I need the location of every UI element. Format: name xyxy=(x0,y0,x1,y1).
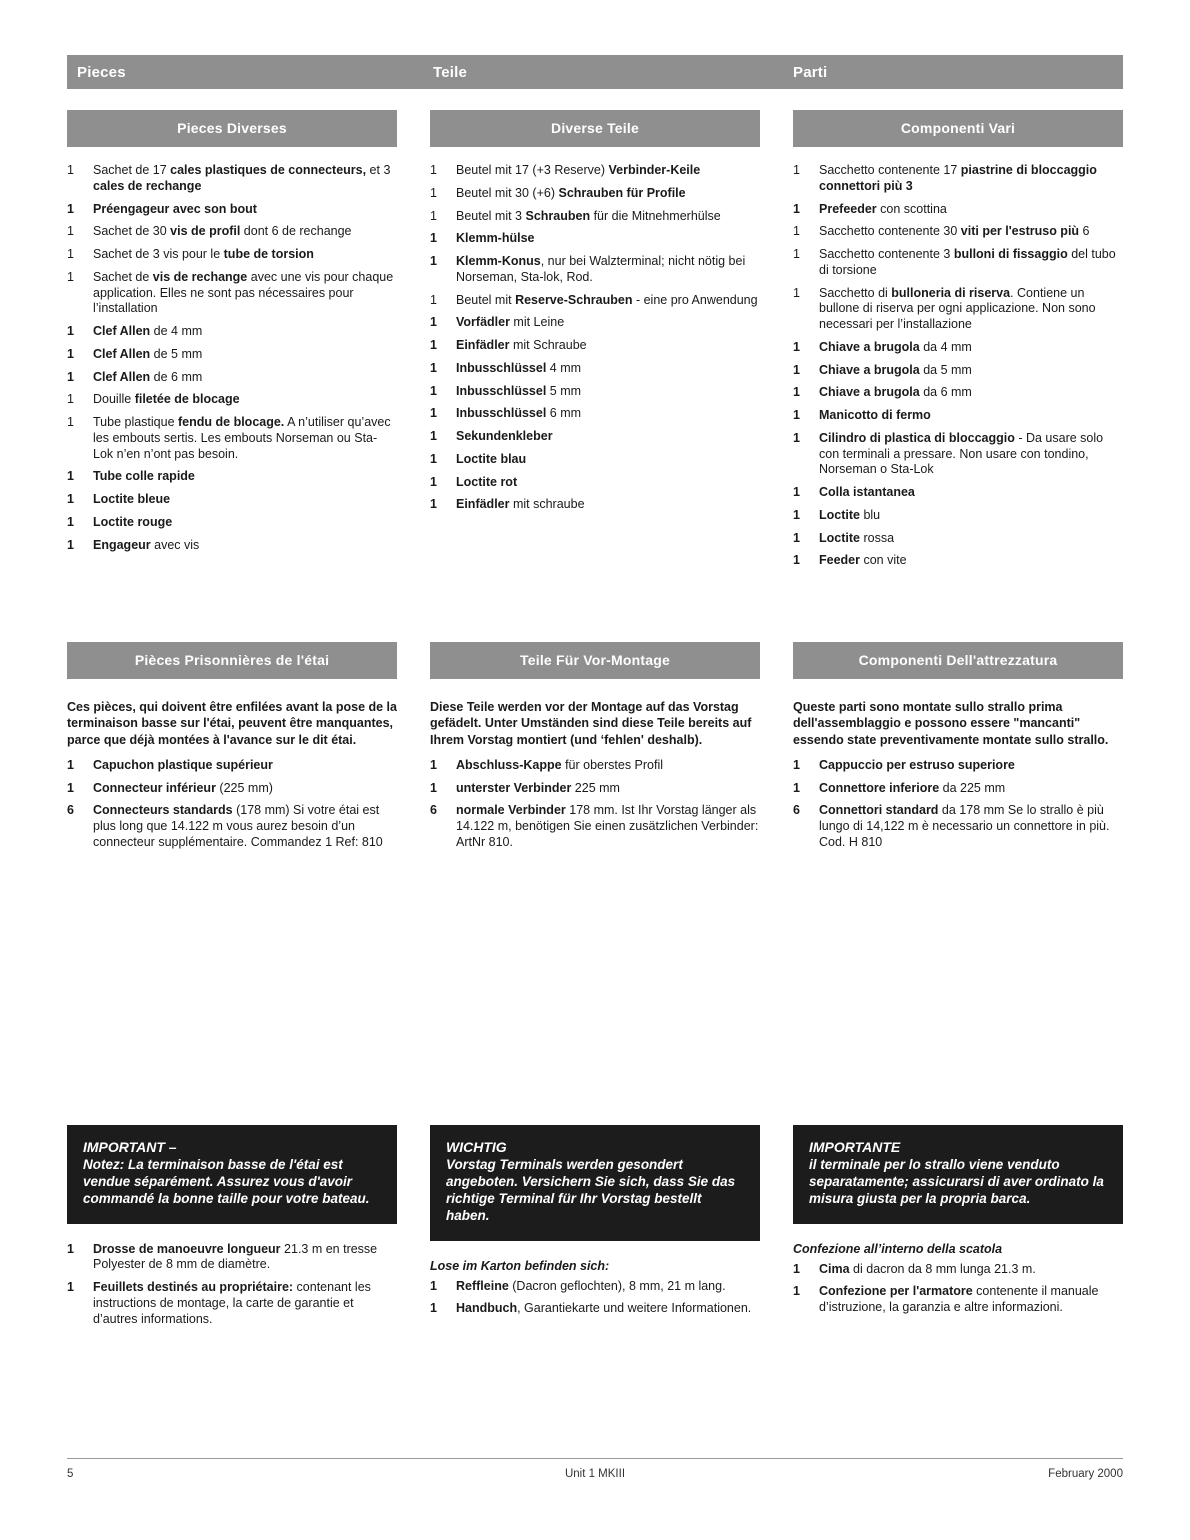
list-item xyxy=(430,758,760,774)
list-item xyxy=(67,202,397,218)
item-quantity: 1 xyxy=(793,485,800,499)
item-quantity: 1 xyxy=(430,208,437,223)
item-text: Einfädler mit Schraube xyxy=(456,338,587,352)
item-quantity: 1 xyxy=(430,185,437,200)
column-french-notice xyxy=(67,1125,397,1334)
list-item xyxy=(793,163,1123,195)
list-misc-fr xyxy=(67,163,397,553)
list-item xyxy=(793,553,1123,569)
list-item xyxy=(430,338,760,354)
list-item xyxy=(67,163,397,195)
item-quantity: 1 xyxy=(430,474,437,489)
list-item xyxy=(793,340,1123,356)
important-title-de: WICHTIG xyxy=(446,1139,507,1155)
item-quantity: 1 xyxy=(430,406,437,421)
item-quantity: 1 xyxy=(67,369,74,384)
item-quantity: 1 xyxy=(793,553,800,568)
item-quantity: 1 xyxy=(793,1284,800,1299)
item-quantity: 1 xyxy=(430,163,437,177)
item-text: Cappuccio per estruso superiore xyxy=(819,757,1015,772)
footer-divider xyxy=(67,1458,1123,1459)
list-item xyxy=(430,186,760,202)
item-quantity: 1 xyxy=(793,385,800,400)
item-text: normale Verbinder 178 mm. Ist Ihr Vorstag länger als 14.122 m, benötigen Sie einen zusätzlichen Verbinder: ArtNr 810. xyxy=(456,803,759,849)
list-item xyxy=(430,384,760,400)
list-prefitted-fr xyxy=(67,758,397,851)
section-heading-prefitted-de: Teile Für Vor-Montage xyxy=(430,642,760,679)
list-item xyxy=(430,475,760,491)
item-text: Loctite blu xyxy=(819,507,881,522)
list-item xyxy=(430,163,760,179)
item-text: Feuillets destinés au propriétaire: contenant les instructions de montage, la carte de garantie et d’autres informations. xyxy=(93,1280,371,1326)
item-text: Abschluss-Kappe für oberstes Profil xyxy=(456,757,664,772)
item-quantity: 1 xyxy=(67,780,74,795)
column-italian-notice xyxy=(793,1125,1123,1334)
section-heading-misc-de: Diverse Teile xyxy=(430,110,760,147)
item-text: Vorfädler mit Leine xyxy=(456,315,565,330)
column-german-notice xyxy=(430,1125,760,1334)
section-heading-misc-fr: Pieces Diverses xyxy=(67,110,397,147)
item-quantity: 1 xyxy=(430,497,437,512)
item-text: Chiave a brugola da 5 mm xyxy=(819,362,972,377)
item-text: Connecteur inférieur (225 mm) xyxy=(93,780,273,795)
important-body-de: Vorstag Terminals werden gesondert angeboten. Versichern Sie sich, dass Sie das richtige Terminal für Ihr Vorstag bestellt haben. xyxy=(446,1157,736,1223)
item-quantity: 1 xyxy=(793,780,800,795)
list-item xyxy=(793,485,1123,501)
item-text: Préengageur avec son bout xyxy=(93,201,257,216)
item-text: Beutel mit Reserve-Schrauben - eine pro Anwendung xyxy=(456,292,758,307)
list-item xyxy=(67,347,397,363)
item-quantity: 1 xyxy=(430,360,437,375)
list-item xyxy=(67,247,397,263)
item-text: Tube plastique fendu de blocage. A n’utiliser qu’avec les embouts sertis. Les embouts Norseman ou Sta-Lok n’en n’ont pas besoin. xyxy=(93,415,391,461)
item-text: Loctite bleue xyxy=(93,492,171,506)
item-text: Loctite rossa xyxy=(819,530,895,545)
list-item xyxy=(430,361,760,377)
item-text: Klemm-hülse xyxy=(456,231,535,246)
item-quantity: 6 xyxy=(430,803,437,818)
list-item xyxy=(67,370,397,386)
list-item xyxy=(793,247,1123,279)
item-quantity: 1 xyxy=(793,201,800,216)
item-text: Loctite rot xyxy=(456,474,518,489)
list-misc-de xyxy=(430,163,760,513)
footer-title: Unit 1 MKIII xyxy=(564,1468,626,1480)
important-box-fr xyxy=(67,1125,397,1224)
item-text: Cilindro di plastica di bloccaggio - Da usare solo con terminali a pressare. Non usare con tondino, Norseman o Sta-Lok xyxy=(819,430,1104,477)
item-quantity: 1 xyxy=(430,429,437,443)
notice-note-it: Confezione all’interno della scatola xyxy=(793,1241,1003,1256)
list-item xyxy=(430,1301,760,1317)
item-quantity: 1 xyxy=(793,530,800,545)
item-quantity: 1 xyxy=(67,492,74,506)
list-item xyxy=(793,758,1123,774)
item-text: Douille filetée de blocage xyxy=(93,392,240,407)
list-item xyxy=(793,1262,1123,1278)
section-intro-de: Diese Teile werden vor der Montage auf das Vorstag gefädelt. Unter Umständen sind diese Teile bereits auf Ihrem Vorstag montiert (und ‘fehlen' deshalb). xyxy=(430,700,752,747)
list-item xyxy=(67,224,397,240)
list-item xyxy=(430,406,760,422)
important-body-it: il terminale per lo strallo viene venduto separatamente; assicurarsi di aver ordinato la misura giusta per la propria barca. xyxy=(809,1157,1104,1206)
language-label-german: Teile xyxy=(433,63,468,81)
item-text: Drosse de manoeuvre longueur 21.3 m en tresse Polyester de 8 mm de diamètre. xyxy=(93,1241,378,1272)
item-quantity: 1 xyxy=(430,383,437,398)
list-item xyxy=(430,209,760,225)
list-item xyxy=(793,431,1123,478)
list-item xyxy=(67,781,397,797)
section-heading-misc-it: Componenti Vari xyxy=(793,110,1123,147)
column-italian-prefitted xyxy=(793,642,1123,858)
list-item xyxy=(793,508,1123,524)
language-label-italian: Parti xyxy=(793,63,828,81)
list-item xyxy=(430,497,760,513)
item-quantity: 1 xyxy=(430,757,437,772)
item-quantity: 1 xyxy=(793,408,800,422)
item-text: Inbusschlüssel 6 mm xyxy=(456,406,582,421)
item-quantity: 1 xyxy=(430,292,437,307)
item-text: Manicotto di fermo xyxy=(819,408,931,422)
item-text: unterster Verbinder 225 mm xyxy=(456,780,620,795)
item-quantity: 1 xyxy=(67,224,74,239)
list-item xyxy=(793,286,1123,333)
item-text: Clef Allen de 6 mm xyxy=(93,369,203,384)
item-quantity: 1 xyxy=(67,1241,74,1256)
item-text: Reffleine (Dacron geflochten), 8 mm, 21 m lang. xyxy=(456,1278,726,1293)
item-text: Einfädler mit schraube xyxy=(456,497,585,512)
item-text: Klemm-Konus, nur bei Walzterminal; nicht nötig bei Norseman, Sta-lok, Rod. xyxy=(456,254,746,284)
list-item xyxy=(430,429,760,445)
column-german xyxy=(430,110,760,576)
item-text: Connettore inferiore da 225 mm xyxy=(819,780,1006,795)
item-quantity: 1 xyxy=(67,201,74,216)
item-quantity: 1 xyxy=(67,269,74,284)
list-item xyxy=(430,293,760,309)
item-quantity: 1 xyxy=(430,1278,437,1293)
item-text: Loctite rouge xyxy=(93,514,173,529)
item-text: Sachet de 30 vis de profil dont 6 de rechange xyxy=(93,224,352,239)
item-text: Handbuch, Garantiekarte und weitere Informationen. xyxy=(456,1301,752,1316)
list-item xyxy=(67,803,397,850)
item-quantity: 1 xyxy=(67,415,74,429)
list-item xyxy=(793,202,1123,218)
item-text: Sekundenkleber xyxy=(456,429,553,443)
item-text: Sacchetto contenente 30 viti per l'estruso più 6 xyxy=(819,224,1090,239)
item-quantity: 1 xyxy=(67,1280,74,1295)
item-quantity: 1 xyxy=(793,163,800,177)
item-quantity: 1 xyxy=(430,315,437,330)
item-quantity: 1 xyxy=(67,324,74,338)
list-misc-it xyxy=(793,163,1123,569)
item-quantity: 1 xyxy=(67,163,74,177)
section-heading-prefitted-it: Componenti Dell'attrezzatura xyxy=(793,642,1123,679)
item-quantity: 1 xyxy=(67,247,74,261)
item-quantity: 1 xyxy=(793,430,800,445)
item-text: Chiave a brugola da 4 mm xyxy=(819,339,972,354)
column-french xyxy=(67,110,397,576)
section-intro-it: Queste parti sono montate sullo strallo prima dell'assemblaggio e possono essere "mancanti" essendo state preventivamente montate sullo strallo. xyxy=(793,700,1109,747)
item-text: Beutel mit 3 Schrauben für die Mitnehmerhülse xyxy=(456,208,721,223)
language-header-band xyxy=(67,55,1123,89)
item-text: Tube colle rapide xyxy=(93,469,195,484)
important-box-it xyxy=(793,1125,1123,1224)
list-prefitted-de xyxy=(430,758,760,851)
item-text: Beutel mit 30 (+6) Schrauben für Profile xyxy=(456,185,686,200)
list-item xyxy=(67,415,397,462)
list-item xyxy=(67,538,397,554)
list-prefitted-it xyxy=(793,758,1123,851)
item-text: Loctite blau xyxy=(456,451,527,466)
important-title-it: IMPORTANTE xyxy=(809,1139,901,1155)
item-quantity: 1 xyxy=(67,537,74,552)
item-quantity: 1 xyxy=(67,346,74,361)
item-text: Confezione per l'armatore contenente il manuale d’istruzione, la garanzia e altre informazioni. xyxy=(819,1284,1099,1315)
page-footer xyxy=(67,1468,1123,1480)
item-quantity: 1 xyxy=(430,451,437,466)
item-text: Colla istantanea xyxy=(819,485,915,499)
list-item xyxy=(67,392,397,408)
item-text: Connecteurs standards (178 mm) Si votre étai est plus long que 14.122 m vous aurez besoin d’un connecteur supplémentaire. Commandez 1 Ref: 810 xyxy=(93,803,383,849)
section-important-notices xyxy=(67,1125,1123,1334)
list-item xyxy=(430,803,760,850)
list-notice-fr xyxy=(67,1242,397,1328)
item-quantity: 6 xyxy=(67,803,74,818)
item-quantity: 1 xyxy=(430,1301,437,1316)
item-quantity: 1 xyxy=(430,338,437,352)
item-quantity: 1 xyxy=(793,362,800,377)
item-quantity: 6 xyxy=(793,803,800,818)
important-box-de xyxy=(430,1125,760,1241)
item-quantity: 1 xyxy=(793,507,800,522)
list-item xyxy=(430,452,760,468)
item-text: Chiave a brugola da 6 mm xyxy=(819,385,972,400)
item-quantity: 1 xyxy=(793,224,800,239)
list-item xyxy=(67,270,397,317)
list-item xyxy=(67,324,397,340)
list-item xyxy=(67,492,397,508)
section-prefitted-parts xyxy=(67,642,1123,858)
item-quantity: 1 xyxy=(67,757,74,772)
important-body-fr: Notez: La terminaison basse de l'étai est vendue séparément. Assurez vous d'avoir commandé la bonne taille pour votre bateau. xyxy=(83,1157,370,1206)
footer-date: February 2000 xyxy=(1048,1468,1123,1480)
item-text: Sacchetto di bulloneria di riserva. Contiene un bullone di riserva per ogni applicazione. Non sono necessari per l’installazione xyxy=(819,285,1096,331)
item-text: Sacchetto contenente 17 piastrine di bloccaggio connettori più 3 xyxy=(819,163,1097,193)
item-quantity: 1 xyxy=(430,254,437,268)
list-notice-de xyxy=(430,1279,760,1318)
item-quantity: 1 xyxy=(793,1261,800,1276)
list-item xyxy=(793,408,1123,424)
list-item xyxy=(430,781,760,797)
item-quantity: 1 xyxy=(430,780,437,795)
item-quantity: 1 xyxy=(793,339,800,354)
list-item xyxy=(793,1284,1123,1316)
item-quantity: 1 xyxy=(430,231,437,246)
item-text: Clef Allen de 5 mm xyxy=(93,346,203,361)
column-german-prefitted xyxy=(430,642,760,858)
footer-page-number: 5 xyxy=(67,1468,74,1480)
list-notice-it xyxy=(793,1262,1123,1316)
item-text: Prefeeder con scottina xyxy=(819,201,947,216)
list-item xyxy=(793,385,1123,401)
list-item xyxy=(67,515,397,531)
item-text: Sachet de 17 cales plastiques de connecteurs, et 3 cales de rechange xyxy=(93,163,391,193)
item-quantity: 1 xyxy=(793,757,800,772)
item-quantity: 1 xyxy=(793,247,800,261)
item-text: Inbusschlüssel 4 mm xyxy=(456,360,582,375)
column-french-prefitted xyxy=(67,642,397,858)
important-title-fr: IMPORTANT – xyxy=(83,1139,177,1155)
item-quantity: 1 xyxy=(67,469,74,484)
list-item xyxy=(67,1280,397,1327)
list-item xyxy=(793,224,1123,240)
item-text: Sacchetto contenente 3 bulloni di fissaggio del tubo di torsione xyxy=(819,247,1116,277)
list-item xyxy=(793,531,1123,547)
item-text: Cima di dacron da 8 mm lunga 21.3 m. xyxy=(819,1261,1036,1276)
list-item xyxy=(67,758,397,774)
section-misc-parts xyxy=(67,110,1123,576)
item-quantity: 1 xyxy=(67,392,74,407)
list-item xyxy=(67,1242,397,1274)
section-intro-fr: Ces pièces, qui doivent être enfilées avant la pose de la terminaison basse sur l'étai, peuvent être manquantes, parce que déjà montées à l'avance sur le dit étai. xyxy=(67,700,397,747)
list-item xyxy=(430,1279,760,1295)
item-text: Engageur avec vis xyxy=(93,537,200,552)
item-text: Clef Allen de 4 mm xyxy=(93,324,203,338)
item-text: Inbusschlüssel 5 mm xyxy=(456,383,582,398)
list-item xyxy=(430,231,760,247)
list-item xyxy=(793,803,1123,850)
item-text: Feeder con vite xyxy=(819,553,907,568)
column-italian xyxy=(793,110,1123,576)
item-quantity: 1 xyxy=(67,514,74,529)
section-heading-prefitted-fr: Pièces Prisonnières de l'étai xyxy=(67,642,397,679)
list-item xyxy=(430,315,760,331)
item-text: Beutel mit 17 (+3 Reserve) Verbinder-Keile xyxy=(456,163,701,177)
item-text: Sachet de vis de rechange avec une vis pour chaque application. Elles ne sont pas nécessaires pour l’installation xyxy=(93,269,394,316)
list-item xyxy=(793,363,1123,379)
notice-note-de: Lose im Karton befinden sich: xyxy=(430,1258,610,1273)
item-text: Connettori standard da 178 mm Se lo strallo è più lungo di 14,122 m è necessario un connettore in più. Cod. H 810 xyxy=(819,803,1110,849)
list-item xyxy=(793,781,1123,797)
list-item xyxy=(430,254,760,286)
list-item xyxy=(67,469,397,485)
item-text: Capuchon plastique supérieur xyxy=(93,757,273,772)
language-label-french: Pieces xyxy=(77,63,126,81)
item-text: Sachet de 3 vis pour le tube de torsion xyxy=(93,247,314,261)
item-quantity: 1 xyxy=(793,285,800,300)
